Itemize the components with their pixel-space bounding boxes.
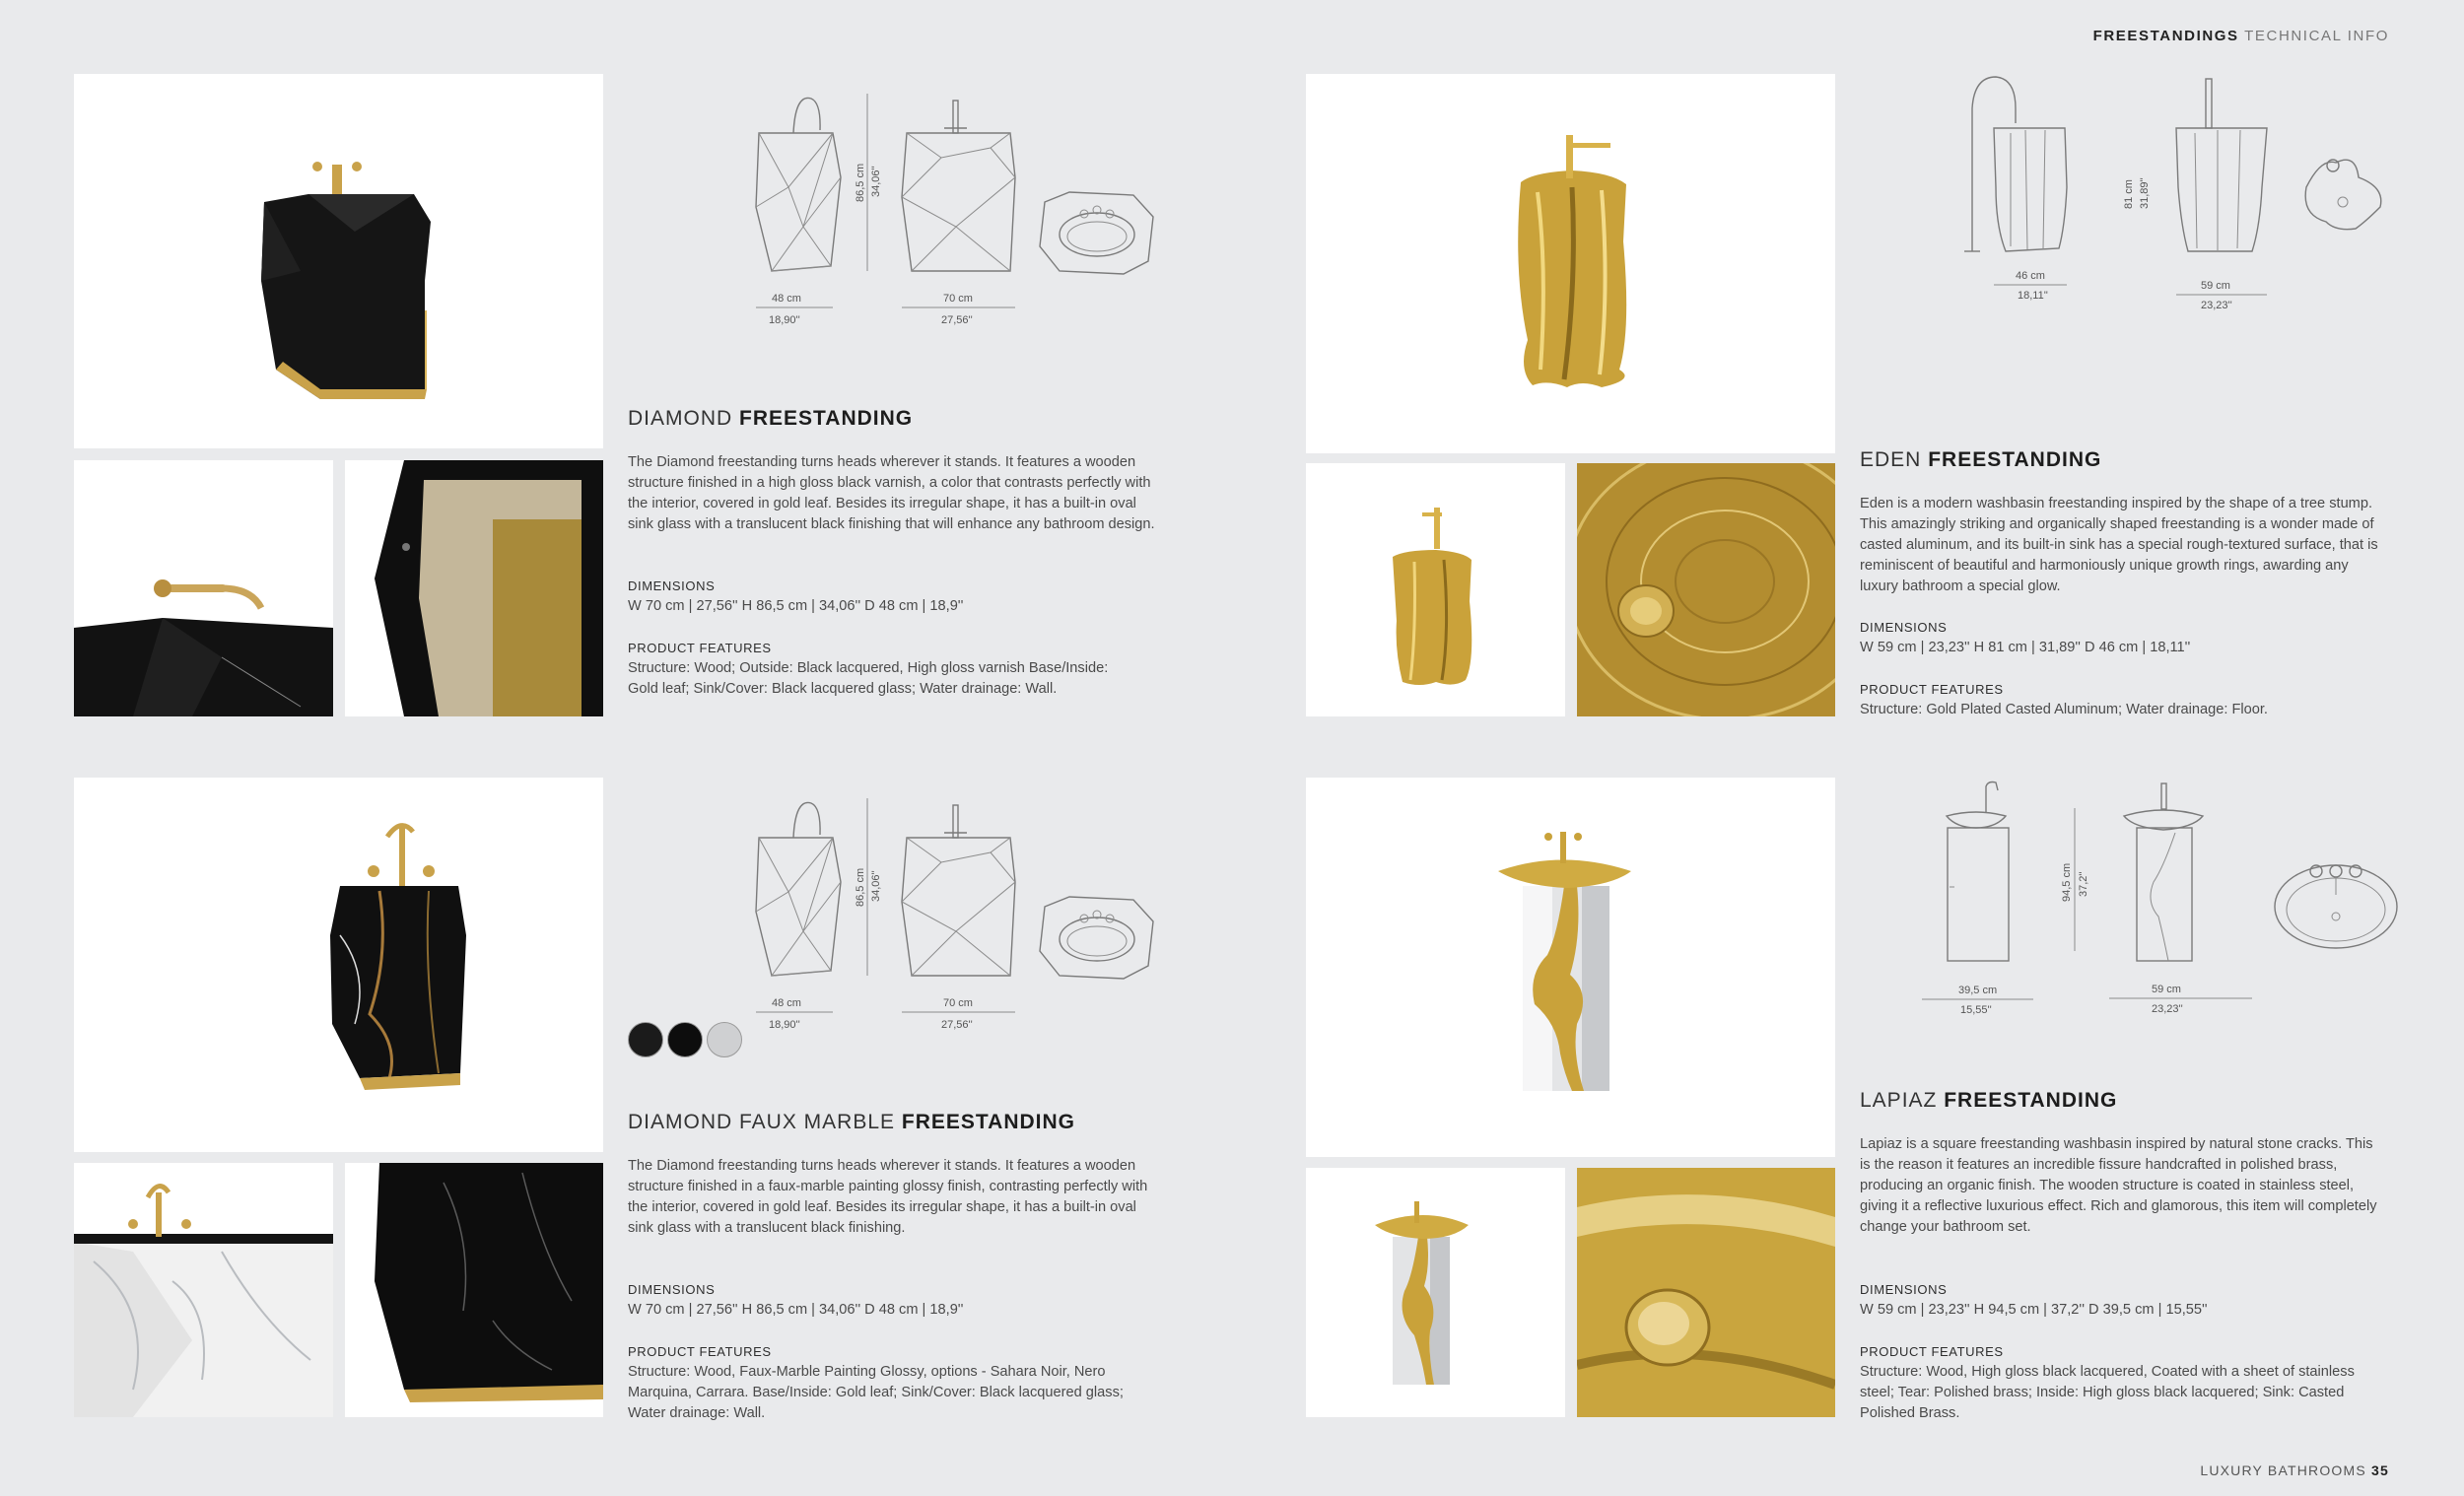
faux-side-view xyxy=(756,802,841,976)
faux-top-view xyxy=(1040,897,1153,979)
lapiaz-height-cm: 94,5 cm xyxy=(2061,862,2073,902)
swatch-carrara[interactable] xyxy=(707,1022,742,1057)
faux-features-label: PRODUCT FEATURES xyxy=(628,1344,772,1359)
eden-title-bold: FREESTANDING xyxy=(1928,448,2102,471)
eden-top-view xyxy=(2305,160,2381,230)
faux-dimensions-label: DIMENSIONS xyxy=(628,1282,716,1297)
lapiaz-title-light: LAPIAZ xyxy=(1860,1089,1938,1112)
diamond-top-view xyxy=(1040,192,1153,274)
diamond-detail-gold-photo xyxy=(345,460,603,716)
faux-height-in: 34,06'' xyxy=(870,870,882,902)
eden-dimensions-label: DIMENSIONS xyxy=(1860,620,1948,635)
lapiaz-title-bold: FREESTANDING xyxy=(1944,1089,2118,1112)
eden-dimensions: W 59 cm | 23,23'' H 81 cm | 31,89'' D 46 cm | 18,11'' xyxy=(1860,640,2191,655)
diamond-title-bold: FREESTANDING xyxy=(739,407,914,430)
faux-carrara-photo xyxy=(74,1163,333,1417)
section-title: FREESTANDINGS xyxy=(2092,28,2239,44)
faux-width-in: 27,56'' xyxy=(941,1019,973,1031)
faux-depth-in: 18,90'' xyxy=(769,1019,800,1031)
lapiaz-depth-in: 15,55'' xyxy=(1960,1004,1992,1016)
lapiaz-side-view xyxy=(1947,782,2009,962)
diamond-side-view xyxy=(756,98,841,271)
lapiaz-dimensions-label: DIMENSIONS xyxy=(1860,1282,1948,1297)
eden-side-view xyxy=(1964,77,2067,251)
faux-main-photo xyxy=(74,778,603,1152)
faux-features: Structure: Wood, Faux-Marble Painting Glossy, options - Sahara Noir, Nero Marquina, Carrara. Base/Inside: Gold leaf; Sink/Cover: Black lacquered glass; Water drainage: Wall. xyxy=(628,1364,1124,1421)
diamond-depth-cm: 48 cm xyxy=(772,293,801,305)
lapiaz-technical-drawing xyxy=(1917,779,2400,1015)
diamond-height-in: 34,06'' xyxy=(870,166,882,197)
faux-technical-drawing xyxy=(744,793,1158,1040)
diamond-main-photo xyxy=(74,74,603,448)
page-footer xyxy=(2200,1462,2389,1478)
eden-texture-photo xyxy=(1577,463,1835,716)
lapiaz-small-photo xyxy=(1306,1168,1565,1417)
lapiaz-top-view xyxy=(2275,865,2397,948)
swatch-sahara-noir[interactable] xyxy=(628,1022,663,1057)
eden-title-light: EDEN xyxy=(1860,448,1922,471)
eden-description: Eden is a modern washbasin freestanding inspired by the shape of a tree stump. This amazingly striking and organically shaped freestanding is a wonder made of casted aluminum, and its built-in sink has a special rough-textured surface, that is reminiscent of beautiful and harmoniously unique growth rings, awarding any luxury bathroom a special glow. xyxy=(1860,496,2378,594)
lapiaz-sink-photo xyxy=(1577,1168,1835,1417)
diamond-dimensions-label: DIMENSIONS xyxy=(628,578,716,593)
lapiaz-height-in: 37,2'' xyxy=(2078,871,2089,897)
faux-dimensions: W 70 cm | 27,56'' H 86,5 cm | 34,06'' D 48 cm | 18,9'' xyxy=(628,1302,964,1318)
faux-nero-photo xyxy=(345,1163,603,1417)
section-subtitle: TECHNICAL INFO xyxy=(2244,28,2389,44)
eden-width-in: 23,23'' xyxy=(2201,300,2232,311)
page-number: 35 xyxy=(2371,1462,2389,1478)
faux-depth-cm: 48 cm xyxy=(772,997,801,1009)
diamond-features: Structure: Wood; Outside: Black lacquered, High gloss varnish Base/Inside: Gold leaf; Sink/Cover: Black lacquered glass; Water drainage: Wall. xyxy=(628,660,1109,697)
lapiaz-features-label: PRODUCT FEATURES xyxy=(1860,1344,2004,1359)
lapiaz-dimensions: W 59 cm | 23,23'' H 94,5 cm | 37,2'' D 39,5 cm | 15,55'' xyxy=(1860,1302,2208,1318)
faux-description: The Diamond freestanding turns heads wherever it stands. It features a wooden structure finished in a faux-marble painting glossy finish, contrasting perfectly with the interior, covered in gold leaf. Besides its irregular shape, it has a built-in oval sink glass with a translucent black finishing. xyxy=(628,1158,1148,1236)
lapiaz-title xyxy=(1860,1089,2117,1113)
faux-width-cm: 70 cm xyxy=(943,997,973,1009)
faux-title-bold: FREESTANDING xyxy=(901,1111,1076,1133)
diamond-features-label: PRODUCT FEATURES xyxy=(628,641,772,655)
faux-front-view xyxy=(902,805,1015,976)
eden-height-cm: 81 cm xyxy=(2123,179,2135,209)
diamond-front-view xyxy=(902,101,1015,271)
eden-depth-cm: 46 cm xyxy=(2016,270,2045,282)
lapiaz-width-in: 23,23'' xyxy=(2152,1003,2183,1015)
lapiaz-main-photo xyxy=(1306,778,1835,1157)
swatch-nero-marquina[interactable] xyxy=(667,1022,703,1057)
eden-front-view xyxy=(2176,79,2267,251)
lapiaz-front-view xyxy=(2124,783,2203,961)
eden-title xyxy=(1860,448,2101,472)
eden-small-photo xyxy=(1306,463,1565,716)
lapiaz-depth-cm: 39,5 cm xyxy=(1958,985,1998,996)
diamond-title-light: DIAMOND xyxy=(628,407,733,430)
eden-width-cm: 59 cm xyxy=(2201,280,2230,292)
eden-depth-in: 18,11'' xyxy=(2018,290,2048,302)
eden-features-label: PRODUCT FEATURES xyxy=(1860,682,2004,697)
diamond-title xyxy=(628,407,913,431)
lapiaz-width-cm: 59 cm xyxy=(2152,984,2181,995)
diamond-width-cm: 70 cm xyxy=(943,293,973,305)
lapiaz-features: Structure: Wood, High gloss black lacquered, Coated with a sheet of stainless steel; Tear: Polished brass; Inside: High gloss black lacquered; Sink: Casted Polished Brass. xyxy=(1860,1364,2355,1421)
diamond-technical-drawing xyxy=(744,89,1158,335)
diamond-width-in: 27,56'' xyxy=(941,314,973,326)
eden-height-in: 31,89'' xyxy=(2139,177,2151,209)
eden-features: Structure: Gold Plated Casted Aluminum; Water drainage: Floor. xyxy=(1860,702,2268,717)
lapiaz-description: Lapiaz is a square freestanding washbasin inspired by natural stone cracks. This is the reason it features an incredible fissure handcrafted in polished brass, producing an organic finish. The wooden structure is coated in stainless steel, giving it a reflective luxurious effect. Rich and glamorous, this item will completely change your bathroom set. xyxy=(1860,1136,2377,1235)
eden-main-photo xyxy=(1306,74,1835,453)
diamond-dimensions: W 70 cm | 27,56'' H 86,5 cm | 34,06'' D 48 cm | 18,9'' xyxy=(628,598,964,614)
catalog-name: LUXURY BATHROOMS xyxy=(2200,1462,2366,1478)
diamond-height-cm: 86,5 cm xyxy=(855,163,866,202)
diamond-depth-in: 18,90'' xyxy=(769,314,800,326)
diamond-description: The Diamond freestanding turns heads wherever it stands. It features a wooden structure finished in a high gloss black varnish, a color that contrasts perfectly with the interior, covered in gold leaf. Besides its irregular shape, it has a built-in oval sink glass with a translucent black finishing that will enhance any bathroom design. xyxy=(628,454,1155,532)
faux-title xyxy=(628,1111,1075,1134)
diamond-detail-tap-photo xyxy=(74,460,333,716)
eden-technical-drawing xyxy=(1966,69,2410,315)
faux-height-cm: 86,5 cm xyxy=(855,867,866,907)
faux-title-light: DIAMOND FAUX MARBLE xyxy=(628,1111,896,1133)
page-header xyxy=(2093,28,2389,44)
